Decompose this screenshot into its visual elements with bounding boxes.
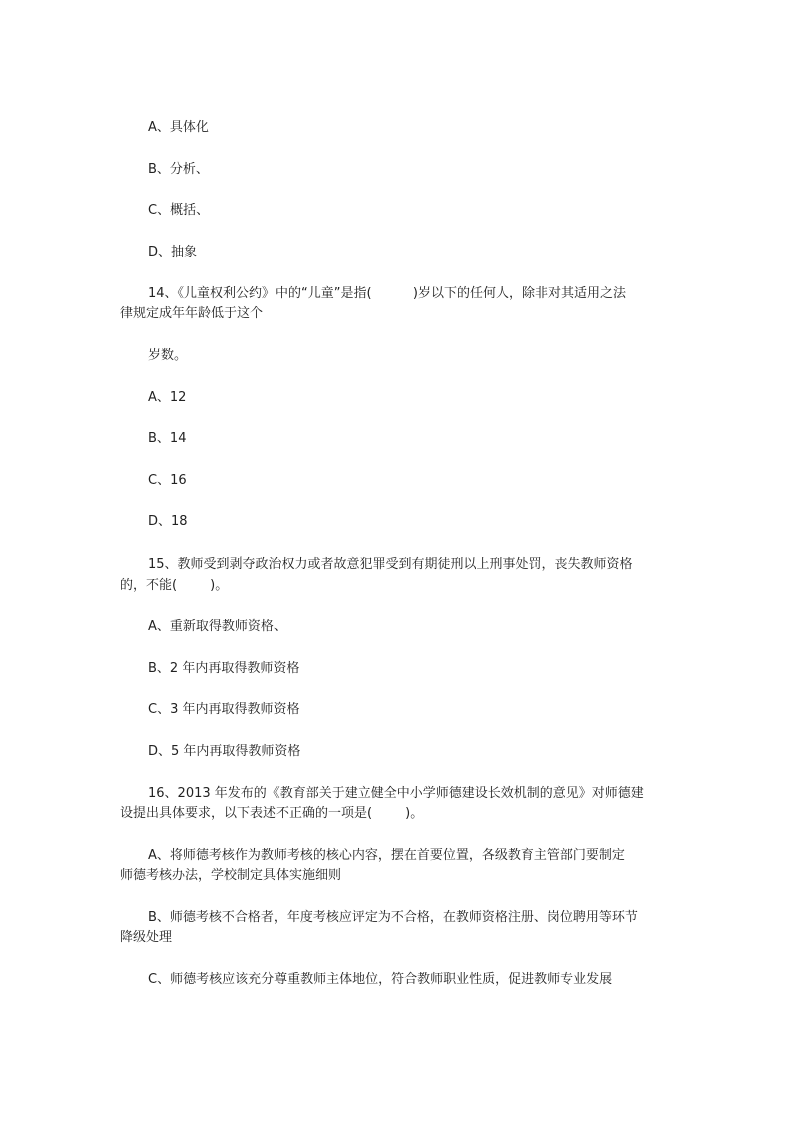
q14-option-a: A、12 [148, 390, 187, 405]
q13-option-a: A、具体化 [148, 120, 209, 135]
q16-stem-line1: 16、2013 年发布的《教育部关于建立健全中小学师德建设长效机制的意见》对师德建 [148, 786, 644, 801]
q15-option-c: C、3 年内再取得教师资格 [148, 702, 300, 717]
q16-option-a-line2: 师德考核办法，学校制定具体实施细则 [120, 868, 342, 883]
q13-option-b: B、分析、 [148, 162, 209, 177]
q14-option-c: C、16 [148, 473, 187, 488]
q16-stem-line2: 设提出具体要求，以下表述不正确的一项是( )。 [120, 806, 424, 821]
q16-option-a-line1: A、将师德考核作为教师考核的核心内容，摆在首要位置，各级教育主管部门要制定 [148, 848, 625, 863]
q13-option-c: C、概括、 [148, 203, 210, 218]
q14-stem-line2: 律规定成年年龄低于这个 [120, 306, 264, 321]
q14-stem-line3: 岁数。 [148, 348, 188, 363]
q16-option-b-line1: B、师德考核不合格者，年度考核应评定为不合格，在教师资格注册、岗位聘用等环节 [148, 910, 638, 925]
q16-option-c-line1: C、师德考核应该充分尊重教师主体地位，符合教师职业性质，促进教师专业发展 [148, 972, 613, 987]
q15-option-b: B、2 年内再取得教师资格 [148, 661, 300, 676]
q15-option-a: A、重新取得教师资格、 [148, 619, 287, 634]
q16-option-b-line2: 降级处理 [120, 930, 173, 945]
q14-stem-line1: 14、《儿童权利公约》中的“儿童”是指( )岁以下的任何人，除非对其适用之法 [148, 286, 626, 301]
q14-option-b: B、14 [148, 431, 187, 446]
q14-option-d: D、18 [148, 514, 188, 529]
q15-option-d: D、5 年内再取得教师资格 [148, 744, 301, 759]
q15-stem-line2: 的，不能( )。 [120, 578, 229, 593]
q13-option-d: D、抽象 [148, 245, 198, 260]
q15-stem-line1: 15、教师受到剥夺政治权力或者故意犯罪受到有期徒刑以上刑事处罚，丧失教师资格 [148, 557, 633, 572]
